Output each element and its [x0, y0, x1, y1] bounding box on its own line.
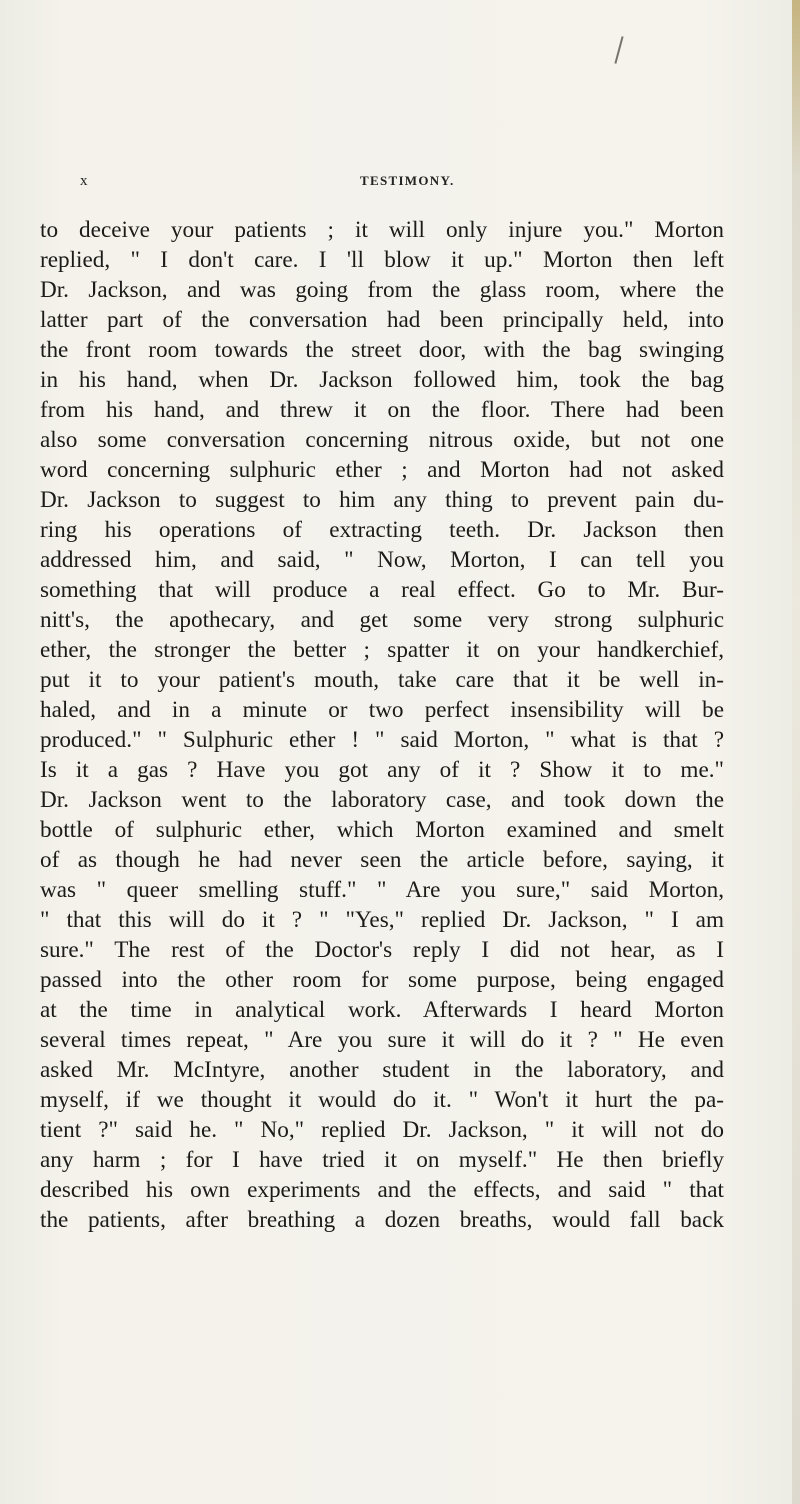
text-line-26: passed into the other room for some purpose, being engaged [40, 967, 724, 993]
text-line-22: of as though he had never seen the article before, saying, it [40, 847, 724, 873]
text-line-4: latter part of the conversation had been principally held, into [40, 307, 724, 333]
text-line-30: myself, if we thought it would do it. " Won't it hurt the pa- [40, 1087, 724, 1113]
text-line-15: ether, the stronger the better ; spatter it on your handkerchief, [40, 637, 724, 663]
page-header [40, 173, 740, 197]
text-line-2: replied, " I don't care. I 'll blow it up." Morton then left [40, 247, 724, 273]
text-line-27: at the time in analytical work. Afterwards I heard Morton [40, 997, 724, 1023]
text-line-6: in his hand, when Dr. Jackson followed him, took the bag [40, 367, 724, 393]
text-line-29: asked Mr. McIntyre, another student in the laboratory, and [40, 1057, 724, 1083]
text-line-3: Dr. Jackson, and was going from the glass room, where the [40, 277, 724, 303]
text-line-1: to deceive your patients ; it will only injure you." Morton [40, 217, 724, 243]
text-line-24: " that this will do it ? " "Yes," replied Dr. Jackson, " I am [40, 907, 724, 933]
text-line-34: the patients, after breathing a dozen breaths, would fall back [40, 1207, 724, 1233]
text-line-28: several times repeat, " Are you sure it will do it ? " He even [40, 1027, 724, 1053]
page-edge-stain [792, 0, 800, 1504]
text-line-31: tient ?" said he. " No," replied Dr. Jackson, " it will not do [40, 1117, 724, 1143]
text-line-7: from his hand, and threw it on the floor. There had been [40, 397, 724, 423]
text-line-19: Is it a gas ? Have you got any of it ? Show it to me." [40, 757, 724, 783]
text-line-5: the front room towards the street door, with the bag swinging [40, 337, 724, 363]
text-line-9: word concerning sulphuric ether ; and Morton had not asked [40, 457, 724, 483]
text-line-33: described his own experiments and the effects, and said " that [40, 1177, 724, 1203]
text-line-25: sure." The rest of the Doctor's reply I did not hear, as I [40, 937, 724, 963]
text-line-12: addressed him, and said, " Now, Morton, I can tell you [40, 547, 724, 573]
text-line-13: something that will produce a real effect. Go to Mr. Bur- [40, 577, 724, 603]
text-line-18: produced." " Sulphuric ether ! " said Morton, " what is that ? [40, 727, 724, 753]
text-line-16: put it to your patient's mouth, take care that it be well in- [40, 667, 724, 693]
text-line-23: was " queer smelling stuff." " Are you sure," said Morton, [40, 877, 724, 903]
text-line-32: any harm ; for I have tried it on myself." He then briefly [40, 1147, 724, 1173]
page-folio: x [80, 173, 89, 189]
text-line-8: also some conversation concerning nitrous oxide, but not one [40, 427, 724, 453]
text-line-10: Dr. Jackson to suggest to him any thing to prevent pain du- [40, 487, 724, 513]
text-line-11: ring his operations of extracting teeth. Dr. Jackson then [40, 517, 724, 543]
running-head: TESTIMONY. [360, 173, 455, 188]
page-stray-mark [614, 36, 623, 64]
text-line-20: Dr. Jackson went to the laboratory case, and took down the [40, 787, 724, 813]
text-line-17: haled, and in a minute or two perfect insensibility will be [40, 697, 724, 723]
text-line-21: bottle of sulphuric ether, which Morton examined and smelt [40, 817, 724, 843]
text-line-14: nitt's, the apothecary, and get some very strong sulphuric [40, 607, 724, 633]
body-text [40, 215, 724, 1235]
